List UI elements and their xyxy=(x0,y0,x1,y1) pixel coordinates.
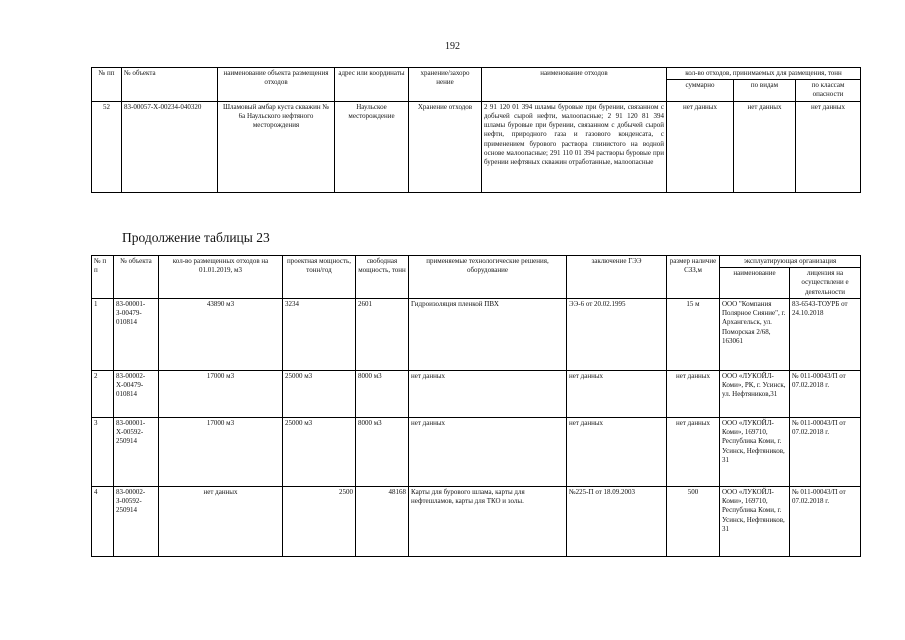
header-address: адрес или координаты xyxy=(335,68,409,102)
cell-gee: №225-П от 18.09.2003 xyxy=(567,486,667,556)
header-free-capacity: свободная мощность, тонн xyxy=(356,256,409,299)
cell-license: 83-6543-ТОУРБ от 24.10.2018 xyxy=(790,298,861,370)
cell-design-capacity: 2500 xyxy=(283,486,356,556)
cell-total: нет данных xyxy=(667,101,734,192)
table-header-row xyxy=(92,68,861,80)
cell-placement-name: Шламовый амбар куста скважин № 6а Наульского нефтяного месторождения xyxy=(218,101,335,192)
cell-waste-name: 2 91 120 01 394 шламы буровые при бурении, связанном с добычей сырой нефти, малоопасные; 2 91 120 81 394 шламы буровые при бурении, связанном с добычей сырой нефти, природного газа и газового конденсата, с применением бурового раствора глинистого на водной основе малоопасные; 291 110 01 394 растворы буровые при бурении нефтяных скважин отработанные, малоопасные xyxy=(482,101,667,192)
cell-operator-name: ООО «ЛУКОЙЛ-Коми», 169710, Республика Коми, г. Усинск, Нефтяников, 31 xyxy=(720,417,790,486)
cell-operator-name: ООО "Компания Полярное Сияние", г. Архангельск, ул. Поморская 2/68, 163061 xyxy=(720,298,790,370)
cell-volume: нет данных xyxy=(159,486,283,556)
cell-num: 3 xyxy=(92,417,114,486)
cell-design-capacity: 25000 м3 xyxy=(283,370,356,417)
header-by-type: по видам xyxy=(734,80,796,101)
cell-volume: 17000 м3 xyxy=(159,370,283,417)
header-operator-name: наименование xyxy=(720,268,790,299)
cell-design-capacity: 3234 xyxy=(283,298,356,370)
cell-license: № 011-00043/П от 07.02.2018 г. xyxy=(790,370,861,417)
cell-free-capacity: 8000 м3 xyxy=(356,417,409,486)
cell-object-no: 83-00002-З-00592-250914 xyxy=(114,486,159,556)
cell-technology: нет данных xyxy=(409,370,567,417)
cell-num: 1 xyxy=(92,298,114,370)
header-accepted-group: кол-во отходов, принимаемых для размещения, тонн xyxy=(667,68,861,80)
cell-num: 2 xyxy=(92,370,114,417)
header-object-no: № объекта xyxy=(114,256,159,299)
cell-gee: нет данных xyxy=(567,370,667,417)
table-row xyxy=(92,417,861,486)
header-object-no: № объекта xyxy=(122,68,218,102)
header-num: № п п xyxy=(92,256,114,299)
table-continuation-title: Продолжение таблицы 23 xyxy=(122,230,270,245)
cell-license: № 011-00043/П от 07.02.2018 г. xyxy=(790,417,861,486)
cell-by-type: нет данных xyxy=(734,101,796,192)
cell-by-class: нет данных xyxy=(796,101,861,192)
page-number: 192 xyxy=(445,41,460,52)
header-szz: размер наличие СЗЗ,м xyxy=(667,256,720,299)
cell-szz: 500 xyxy=(667,486,720,556)
table-row xyxy=(92,101,861,192)
cell-object-no: 83-00057-Х-00234-040320 xyxy=(122,101,218,192)
cell-operator-name: ООО «ЛУКОЙЛ-Коми», РК, г. Усинск, ул. Нефтяников,31 xyxy=(720,370,790,417)
table-row xyxy=(92,298,861,370)
cell-object-no: 83-00001-Х-00592-250914 xyxy=(114,417,159,486)
table-row xyxy=(92,370,861,417)
cell-free-capacity: 8000 м3 xyxy=(356,370,409,417)
cell-operator-name: ООО «ЛУКОЙЛ-Коми», 169710, Республика Коми, г. Усинск, Нефтяников, 31 xyxy=(720,486,790,556)
header-placement-name: наименование объекта размещения отходов xyxy=(218,68,335,102)
table-header-row xyxy=(92,256,861,268)
header-by-class: по классам опасности xyxy=(796,80,861,101)
cell-object-no: 83-00002-Х-00479-010814 xyxy=(114,370,159,417)
cell-storage: Хранение отходов xyxy=(409,101,482,192)
waste-facilities-continuation-table xyxy=(91,255,861,557)
header-license: лицензия на осуществлени е деятельности xyxy=(790,268,861,299)
header-gee: заключение ГЭЭ xyxy=(567,256,667,299)
cell-address: Наульское месторождение xyxy=(335,101,409,192)
cell-num: 4 xyxy=(92,486,114,556)
table-row xyxy=(92,486,861,556)
waste-facilities-table xyxy=(91,67,861,193)
header-operator-group: эксплуатирующая организация xyxy=(720,256,861,268)
header-storage: хранение/захоро нение xyxy=(409,68,482,102)
cell-free-capacity: 48168 xyxy=(356,486,409,556)
cell-szz: нет данных xyxy=(667,370,720,417)
header-technology: применяемые технологические решения, оборудование xyxy=(409,256,567,299)
cell-gee: ЭЭ-6 от 20.02.1995 xyxy=(567,298,667,370)
header-num: № пп xyxy=(92,68,122,102)
cell-technology: Гидроизоляция пленкой ПВХ xyxy=(409,298,567,370)
cell-num: 52 xyxy=(92,101,122,192)
cell-design-capacity: 25000 м3 xyxy=(283,417,356,486)
header-waste-name: наименование отходов xyxy=(482,68,667,102)
cell-free-capacity: 2601 xyxy=(356,298,409,370)
cell-szz: нет данных xyxy=(667,417,720,486)
cell-szz: 15 м xyxy=(667,298,720,370)
cell-technology: Карты для бурового шлама, карты для нефтешламов, карты для ТКО и золы. xyxy=(409,486,567,556)
cell-volume: 43890 м3 xyxy=(159,298,283,370)
cell-volume: 17000 м3 xyxy=(159,417,283,486)
cell-license: № 011-00043/П от 07.02.2018 г. xyxy=(790,486,861,556)
cell-technology: нет данных xyxy=(409,417,567,486)
cell-object-no: 83-00001-З-00479-010814 xyxy=(114,298,159,370)
header-total: суммарно xyxy=(667,80,734,101)
cell-gee: нет данных xyxy=(567,417,667,486)
header-design-capacity: проектная мощность, тонн/год xyxy=(283,256,356,299)
header-volume: кол-во размещенных отходов на 01.01.2019, м3 xyxy=(159,256,283,299)
